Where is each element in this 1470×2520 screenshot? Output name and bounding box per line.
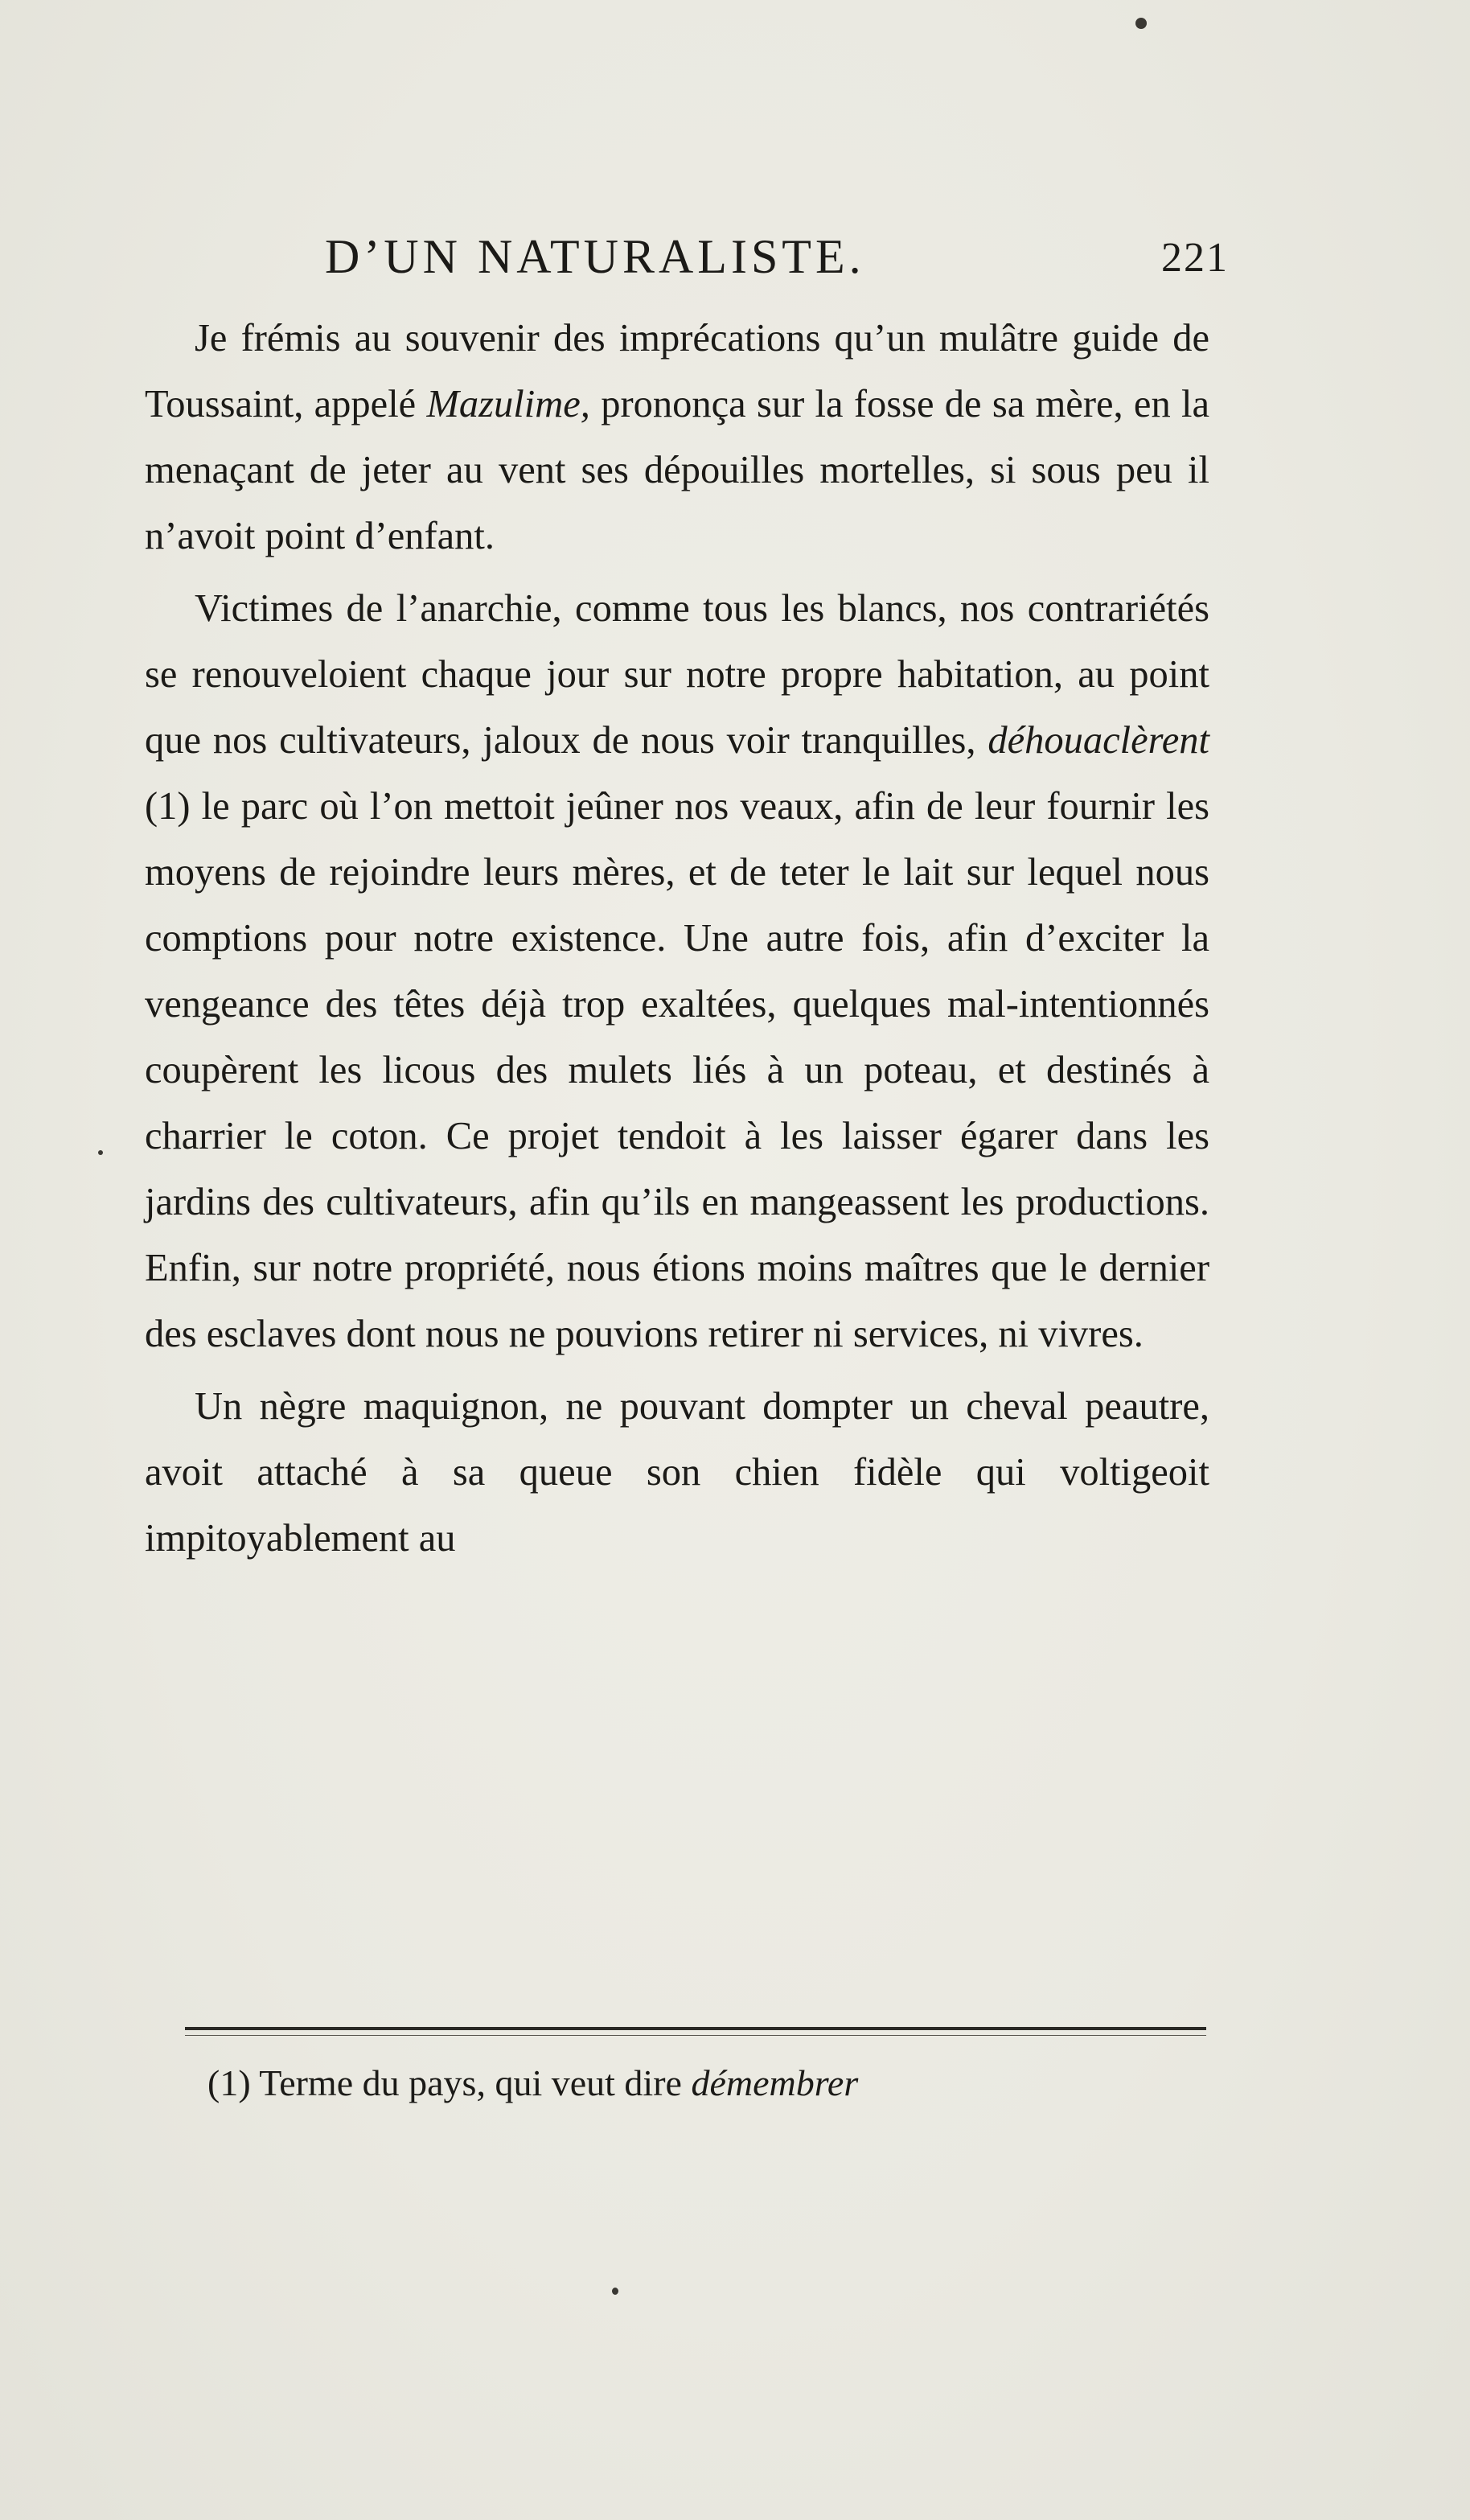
footnote-rule-thin (185, 2035, 1206, 2036)
paragraph (145, 576, 1209, 1367)
text-run: Un nègre maquignon, ne pouvant dompter un cheval peautre, avoit attaché à sa queue son chien fidèle qui voltigeoit impitoyablement au (145, 1385, 1209, 1560)
footnote (207, 2055, 1221, 2111)
running-title: D’UN NATURALISTE. (325, 230, 865, 283)
footnote-rule (185, 2027, 1206, 2030)
paper-speck (612, 2288, 618, 2295)
italic-term: déhouaclèrent (988, 719, 1209, 762)
text-run: Je frémis au souvenir des imprécations qu’un mulâtre guide de Toussaint, appelé (145, 317, 1209, 425)
footnote-marker: (1) (207, 2062, 251, 2103)
text-run: prononça sur la fosse de sa mère, en la menaçant de jeter au vent ses dépouilles mortelles, si sous peu il n’avoit point d’enfant. (145, 383, 1209, 557)
footnote-italic: démembrer (691, 2062, 859, 2103)
footnote-text: Terme du pays, qui veut dire (250, 2062, 692, 2103)
text-run: Victimes de l’anarchie, comme tous les blancs, nos contrariétés se renouveloient chaque jour sur notre propre habitation, au point que nos cultivateurs, jaloux de nous voir tranquilles, (145, 587, 1209, 762)
italic-name: Mazulime, (426, 383, 590, 425)
paper-speck (98, 1150, 103, 1155)
paragraph (145, 1374, 1209, 1572)
body-text (145, 306, 1209, 1572)
page-number: 221 (1161, 235, 1229, 281)
paragraph (145, 306, 1209, 569)
text-run: (1) le parc où l’on mettoit jeûner nos veaux, afin de leur fournir les moyens de rejoindre leurs mères, et de teter le lait sur lequel nous comptions pour notre existence. Une autre fois, afin d’exciter la vengeance des têtes déjà trop exaltées, quelques mal-intentionnés coupèrent les licous des mulets liés à un poteau, et destinés à charrier le coton. Ce projet tendoit à les laisser égarer dans les jardins des cultivateurs, afin qu’ils en mangeassent les productions. Enfin, sur notre propriété, nous étions moins maîtres que le dernier des esclaves dont nous ne pouvions retirer ni services, ni vivres. (145, 785, 1209, 1355)
paper-speck (1135, 18, 1147, 29)
page-header (325, 229, 1229, 294)
